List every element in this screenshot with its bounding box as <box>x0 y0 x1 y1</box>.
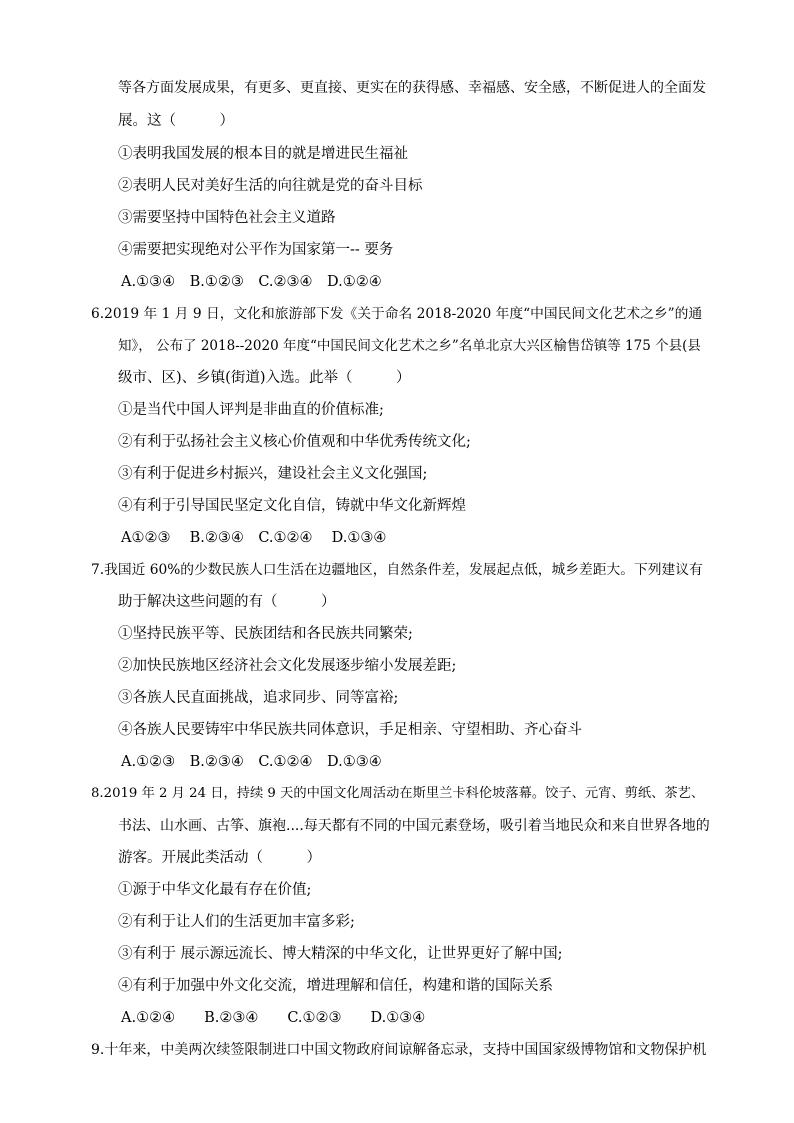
q8-stem-line-1: 8.2019 年 2 月 24 日，持续 9 天的中国文化周活动在斯里兰卡科伦坡落幕。饺子、元宵、剪纸、茶艺、 <box>91 786 705 801</box>
q7-item-4: ④各族人民要铸牢中华民族共同体意识，手足相亲、守望相助、齐心奋斗 <box>118 722 582 738</box>
q7-stem-line-2: 助于解决这些问题的有（ ） <box>118 594 336 610</box>
q5-item-1: ①表明我国发展的根本目的就是增进民生福祉 <box>118 146 408 162</box>
q6-item-3: ③有利于促进乡村振兴，建设社会主义文化强国; <box>118 466 428 482</box>
q5-continuation-line-1: 等各方面发展成果，有更多、更直接、更实在的获得感、幸福感、安全感，不断促进人的全面发 <box>118 80 706 96</box>
q7-item-3: ③各族人民直面挑战，追求同步、同等富裕; <box>118 690 399 706</box>
q5-item-2: ②表明人民对美好生活的向往就是党的奋斗目标 <box>118 178 423 194</box>
q6-options: A①②③ B.②③④ C.①②④ D.①③④ <box>121 530 387 546</box>
q9-stem-line-1: 9.十年来，中美两次续签限制进口中国文物政府间谅解备忘录，支持中国国家级博物馆和文物保护机 <box>91 1042 707 1058</box>
q8-options: A.①②④ B.②③④ C.①②③ D.①③④ <box>121 1010 426 1026</box>
q6-item-1: ①是当代中国人评判是非曲直的价值标准; <box>118 402 384 418</box>
q5-options: A.①③④ B.①②③ C.②③④ D.①②④ <box>121 274 382 290</box>
q6-item-4: ④有利于引导国民坚定文化自信，铸就中华文化新辉煌 <box>118 498 466 514</box>
q6-stem-line-1: 6.2019 年 1 月 9 日，文化和旅游部下发《关于命名 2018-2020 年度“中国民间文化艺术之乡”的通 <box>91 306 703 322</box>
q6-stem-line-2: 知》， 公布了 2018--2020 年度“中国民间文化艺术之乡”名单北京大兴区榆售岱镇等 175 个县(县 <box>118 338 701 354</box>
q6-item-2: ②有利于弘扬社会主义核心价值观和中华优秀传统文化; <box>118 434 471 450</box>
q7-item-1: ①坚持民族平等、民族团结和各民族共同繁荣; <box>118 626 413 642</box>
q7-options: A.①②③ B.②③④ C.①②④ D.①③④ <box>121 754 382 770</box>
q5-item-3: ③需要坚持中国特色社会主义道路 <box>118 210 336 226</box>
q8-item-3: ③有利于 展示源远流长、博大精深的中华文化，让世界更好了解中国; <box>118 946 563 962</box>
q8-item-2: ②有利于让人们的生活更加丰富多彩; <box>118 914 355 930</box>
q6-stem-line-3: 级市、区)、乡镇(街道)入选。此举（ ） <box>118 370 411 386</box>
q8-item-1: ①源于中华文化最有存在价值; <box>118 882 312 898</box>
q7-stem-line-1: 7.我国近 60%的少数民族人口生活在边疆地区，自然条件差，发展起点低，城乡差距大。下列建议有 <box>91 562 703 578</box>
q5-item-4: ④需要把实现绝对公平作为国家第一-- 要务 <box>118 242 394 258</box>
q8-stem-line-2: 书法、山水画、古筝、旗袍....每天都有不同的中国元素登场，吸引着当地民众和来自世界各地的 <box>118 818 710 834</box>
q5-continuation-line-2: 展。这（ ） <box>118 113 234 129</box>
q8-item-4: ④有利于加强中外文化交流，增进理解和信任，构建和谐的国际关系 <box>118 978 553 994</box>
q8-stem-line-3: 游客。开展此类活动（ ） <box>118 850 321 866</box>
q7-item-2: ②加快民族地区经济社会文化发展逐步缩小发展差距; <box>118 658 457 674</box>
